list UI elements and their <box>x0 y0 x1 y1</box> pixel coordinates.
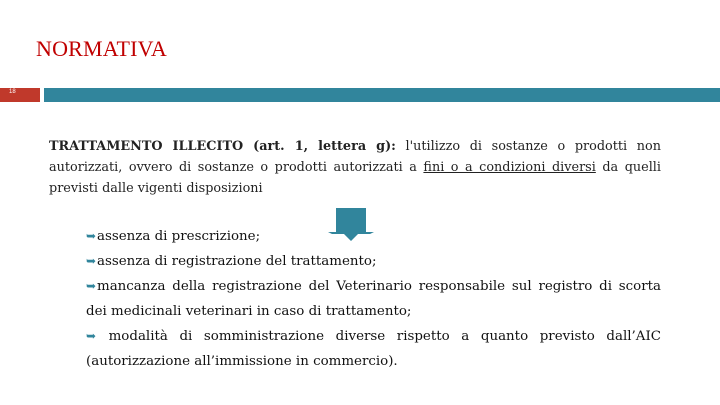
list-item: ➥assenza di prescrizione; <box>86 224 661 249</box>
definition-text-1: l'utilizzo di sostanze o prodotti non autorizzati, ovvero di sostanze o prodotti autorizzati a <box>49 139 661 175</box>
curved-arrow-icon: ➥ <box>86 329 97 343</box>
slide-title: NORMATIVA <box>36 36 167 61</box>
violations-list <box>86 224 661 374</box>
definition-term: TRATTAMENTO ILLECITO (art. 1, lettera g): <box>49 139 396 154</box>
curved-arrow-icon: ➥ <box>86 254 97 268</box>
list-item: ➥mancanza della registrazione del Veterinario responsabile sul registro di scorta dei medicinali veterinari in caso di trattamento; <box>86 274 661 324</box>
curved-arrow-icon: ➥ <box>86 229 97 243</box>
definition-paragraph <box>49 136 661 199</box>
list-item: ➥ modalità di somministrazione diverse rispetto a quanto previsto dall’AIC (autorizzazione all’immissione in commercio). <box>86 324 661 374</box>
list-item: ➥assenza di registrazione del trattamento; <box>86 249 661 274</box>
header-bar-accent <box>0 88 40 102</box>
header-bar <box>44 88 720 102</box>
definition-text-2: da quelli previsti dalle vigenti disposizioni <box>49 160 661 196</box>
slide-number: 18 <box>9 89 16 95</box>
curved-arrow-icon: ➥ <box>86 279 97 293</box>
definition-underlined: fini o a condizioni diversi <box>423 160 596 175</box>
